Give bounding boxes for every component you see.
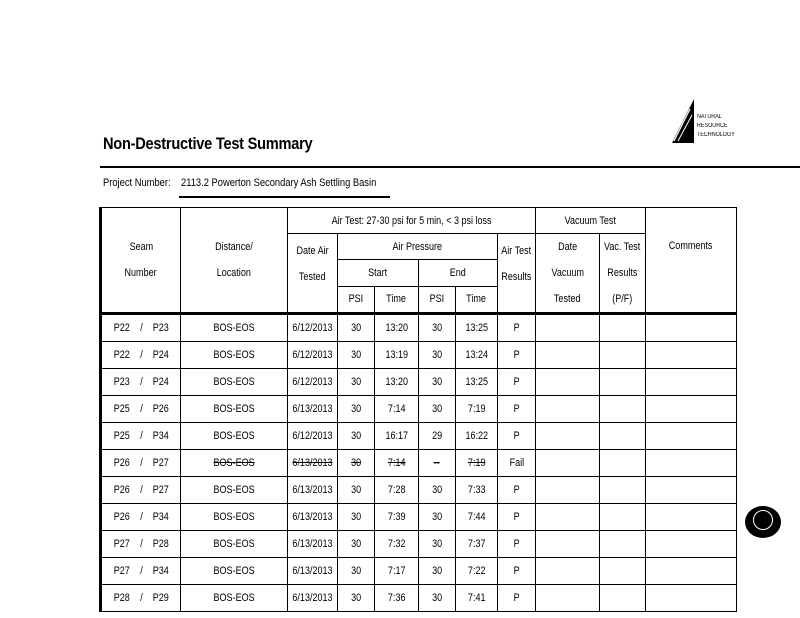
end-time-cell: 7:37	[456, 531, 498, 558]
end-psi-cell: 30	[419, 504, 456, 531]
project-number-value: 2113.2 Powerton Secondary Ash Settling Basin	[181, 177, 377, 189]
comments-cell	[646, 314, 737, 342]
comments-cell	[646, 477, 737, 504]
seam-number-cell: P27 / P28	[101, 531, 181, 558]
location-cell: BOS-EOS	[181, 531, 288, 558]
date-air-cell: 6/13/2013	[288, 504, 338, 531]
start-time-header: Time	[375, 286, 419, 313]
date-vacuum-cell	[536, 477, 600, 504]
air-pressure-header: Air Pressure	[338, 234, 498, 260]
start-psi-cell: 30	[338, 477, 375, 504]
air-result-cell: P	[498, 585, 536, 612]
vac-test-results-header: Vac. Test Results (P/F)	[600, 234, 646, 314]
start-psi-cell: 30	[338, 504, 375, 531]
end-time-cell: 16:22	[456, 423, 498, 450]
table-row	[101, 396, 737, 423]
comments-cell	[646, 531, 737, 558]
end-time-cell: 13:25	[456, 314, 498, 342]
date-air-cell: 6/13/2013	[288, 558, 338, 585]
location-cell: BOS-EOS	[181, 342, 288, 369]
table-row	[101, 450, 737, 477]
margin-circle-inner-icon	[753, 510, 773, 530]
end-psi-cell: 30	[419, 396, 456, 423]
end-header: End	[419, 260, 498, 286]
comments-cell	[646, 450, 737, 477]
start-time-cell: 13:20	[375, 314, 419, 342]
project-number-label: Project Number:	[103, 177, 171, 189]
table-row	[101, 342, 737, 369]
vac-result-cell	[600, 450, 646, 477]
vac-result-cell	[600, 423, 646, 450]
air-result-cell: P	[498, 531, 536, 558]
vac-result-cell	[600, 477, 646, 504]
comments-cell	[646, 585, 737, 612]
end-time-cell: 13:24	[456, 342, 498, 369]
air-result-cell: P	[498, 369, 536, 396]
air-result-cell: P	[498, 396, 536, 423]
location-cell: BOS-EOS	[181, 369, 288, 396]
date-air-cell: 6/12/2013	[288, 369, 338, 396]
date-air-cell: 6/13/2013	[288, 477, 338, 504]
seam-number-cell: P23 / P24	[101, 369, 181, 396]
comments-cell	[646, 369, 737, 396]
logo-text-line-2: RESOURCE	[697, 123, 728, 129]
seam-number-cell: P27 / P34	[101, 558, 181, 585]
logo-text-line-1: NATURAL	[697, 114, 722, 120]
end-psi-cell: 30	[419, 531, 456, 558]
start-psi-cell: 30	[338, 369, 375, 396]
date-vacuum-cell	[536, 585, 600, 612]
date-vacuum-cell	[536, 504, 600, 531]
comments-cell	[646, 342, 737, 369]
location-cell: BOS-EOS	[181, 477, 288, 504]
start-time-cell: 7:28	[375, 477, 419, 504]
vac-result-cell	[600, 558, 646, 585]
page-title: Non-Destructive Test Summary	[103, 134, 313, 153]
start-psi-cell: 30	[338, 423, 375, 450]
end-psi-header: PSI	[419, 286, 456, 313]
date-air-cell: 6/12/2013	[288, 423, 338, 450]
date-vacuum-cell	[536, 531, 600, 558]
comments-header: Comments	[646, 208, 737, 314]
air-result-cell: P	[498, 314, 536, 342]
start-time-cell: 7:14	[375, 396, 419, 423]
date-vacuum-cell	[536, 450, 600, 477]
vac-result-cell	[600, 531, 646, 558]
comments-cell	[646, 396, 737, 423]
location-cell: BOS-EOS	[181, 585, 288, 612]
end-time-cell: 7:19	[456, 396, 498, 423]
end-psi-cell: 30	[419, 314, 456, 342]
table-row	[101, 558, 737, 585]
date-air-tested-header: Date Air Tested	[288, 234, 338, 314]
vac-result-cell	[600, 585, 646, 612]
date-air-cell: 6/13/2013	[288, 396, 338, 423]
test-summary-table	[99, 207, 737, 612]
date-vacuum-cell	[536, 342, 600, 369]
seam-number-cell: P22 / P23	[101, 314, 181, 342]
distance-location-header: Distance/ Location	[181, 208, 288, 314]
air-test-group-header: Air Test: 27-30 psi for 5 min, < 3 psi loss	[288, 208, 536, 234]
air-result-cell: P	[498, 477, 536, 504]
start-time-cell: 16:17	[375, 423, 419, 450]
end-psi-cell: 30	[419, 342, 456, 369]
table-row	[101, 477, 737, 504]
company-logo-icon	[670, 97, 696, 145]
table-row	[101, 314, 737, 342]
end-time-cell: 7:19	[456, 450, 498, 477]
start-time-cell: 7:17	[375, 558, 419, 585]
end-time-cell: 13:25	[456, 369, 498, 396]
table-row	[101, 531, 737, 558]
comments-cell	[646, 558, 737, 585]
end-psi-cell: 30	[419, 585, 456, 612]
vacuum-test-group-header: Vacuum Test	[536, 208, 646, 234]
end-psi-cell: 30	[419, 369, 456, 396]
table-row	[101, 369, 737, 396]
air-result-cell: P	[498, 558, 536, 585]
end-time-cell: 7:22	[456, 558, 498, 585]
location-cell: BOS-EOS	[181, 314, 288, 342]
date-vacuum-cell	[536, 396, 600, 423]
vac-result-cell	[600, 504, 646, 531]
start-psi-cell: 30	[338, 450, 375, 477]
date-vacuum-cell	[536, 369, 600, 396]
comments-cell	[646, 423, 737, 450]
seam-number-cell: P28 / P29	[101, 585, 181, 612]
seam-number-header: Seam Number	[101, 208, 181, 314]
date-air-cell: 6/13/2013	[288, 585, 338, 612]
air-result-cell: P	[498, 342, 536, 369]
end-time-cell: 7:33	[456, 477, 498, 504]
air-result-cell: P	[498, 423, 536, 450]
logo-text-line-3: TECHNOLOGY	[697, 132, 735, 138]
start-psi-cell: 30	[338, 342, 375, 369]
start-time-cell: 13:20	[375, 369, 419, 396]
location-cell: BOS-EOS	[181, 396, 288, 423]
seam-number-cell: P26 / P27	[101, 477, 181, 504]
location-cell: BOS-EOS	[181, 504, 288, 531]
date-vacuum-cell	[536, 314, 600, 342]
start-time-cell: 7:32	[375, 531, 419, 558]
end-time-cell: 7:44	[456, 504, 498, 531]
air-result-cell: Fail	[498, 450, 536, 477]
end-time-header: Time	[456, 286, 498, 313]
date-vacuum-cell	[536, 423, 600, 450]
comments-cell	[646, 504, 737, 531]
vac-result-cell	[600, 314, 646, 342]
seam-number-cell: P22 / P24	[101, 342, 181, 369]
table-row	[101, 504, 737, 531]
vac-result-cell	[600, 369, 646, 396]
vac-result-cell	[600, 342, 646, 369]
start-psi-cell: 30	[338, 531, 375, 558]
start-time-cell: 7:14	[375, 450, 419, 477]
start-psi-cell: 30	[338, 585, 375, 612]
date-air-cell: 6/12/2013	[288, 314, 338, 342]
seam-number-cell: P26 / P27	[101, 450, 181, 477]
location-cell: BOS-EOS	[181, 450, 288, 477]
vac-result-cell	[600, 396, 646, 423]
start-time-cell: 13:19	[375, 342, 419, 369]
date-air-cell: 6/13/2013	[288, 450, 338, 477]
start-time-cell: 7:39	[375, 504, 419, 531]
start-header: Start	[338, 260, 419, 286]
start-psi-cell: 30	[338, 396, 375, 423]
end-time-cell: 7:41	[456, 585, 498, 612]
end-psi-cell: 30	[419, 477, 456, 504]
start-psi-cell: 30	[338, 558, 375, 585]
location-cell: BOS-EOS	[181, 423, 288, 450]
title-divider	[100, 166, 800, 168]
seam-number-cell: P25 / P26	[101, 396, 181, 423]
date-air-cell: 6/13/2013	[288, 531, 338, 558]
table-row	[101, 585, 737, 612]
seam-number-cell: P25 / P34	[101, 423, 181, 450]
start-psi-header: PSI	[338, 286, 375, 313]
end-psi-cell: --	[419, 450, 456, 477]
date-vacuum-tested-header: Date Vacuum Tested	[536, 234, 600, 314]
location-cell: BOS-EOS	[181, 558, 288, 585]
air-test-results-header: Air Test Results	[498, 234, 536, 314]
start-time-cell: 7:36	[375, 585, 419, 612]
start-psi-cell: 30	[338, 314, 375, 342]
end-psi-cell: 29	[419, 423, 456, 450]
test-rows	[101, 314, 737, 612]
seam-number-cell: P26 / P34	[101, 504, 181, 531]
project-underline	[179, 196, 390, 198]
date-vacuum-cell	[536, 558, 600, 585]
table-row	[101, 423, 737, 450]
date-air-cell: 6/12/2013	[288, 342, 338, 369]
end-psi-cell: 30	[419, 558, 456, 585]
air-result-cell: P	[498, 504, 536, 531]
